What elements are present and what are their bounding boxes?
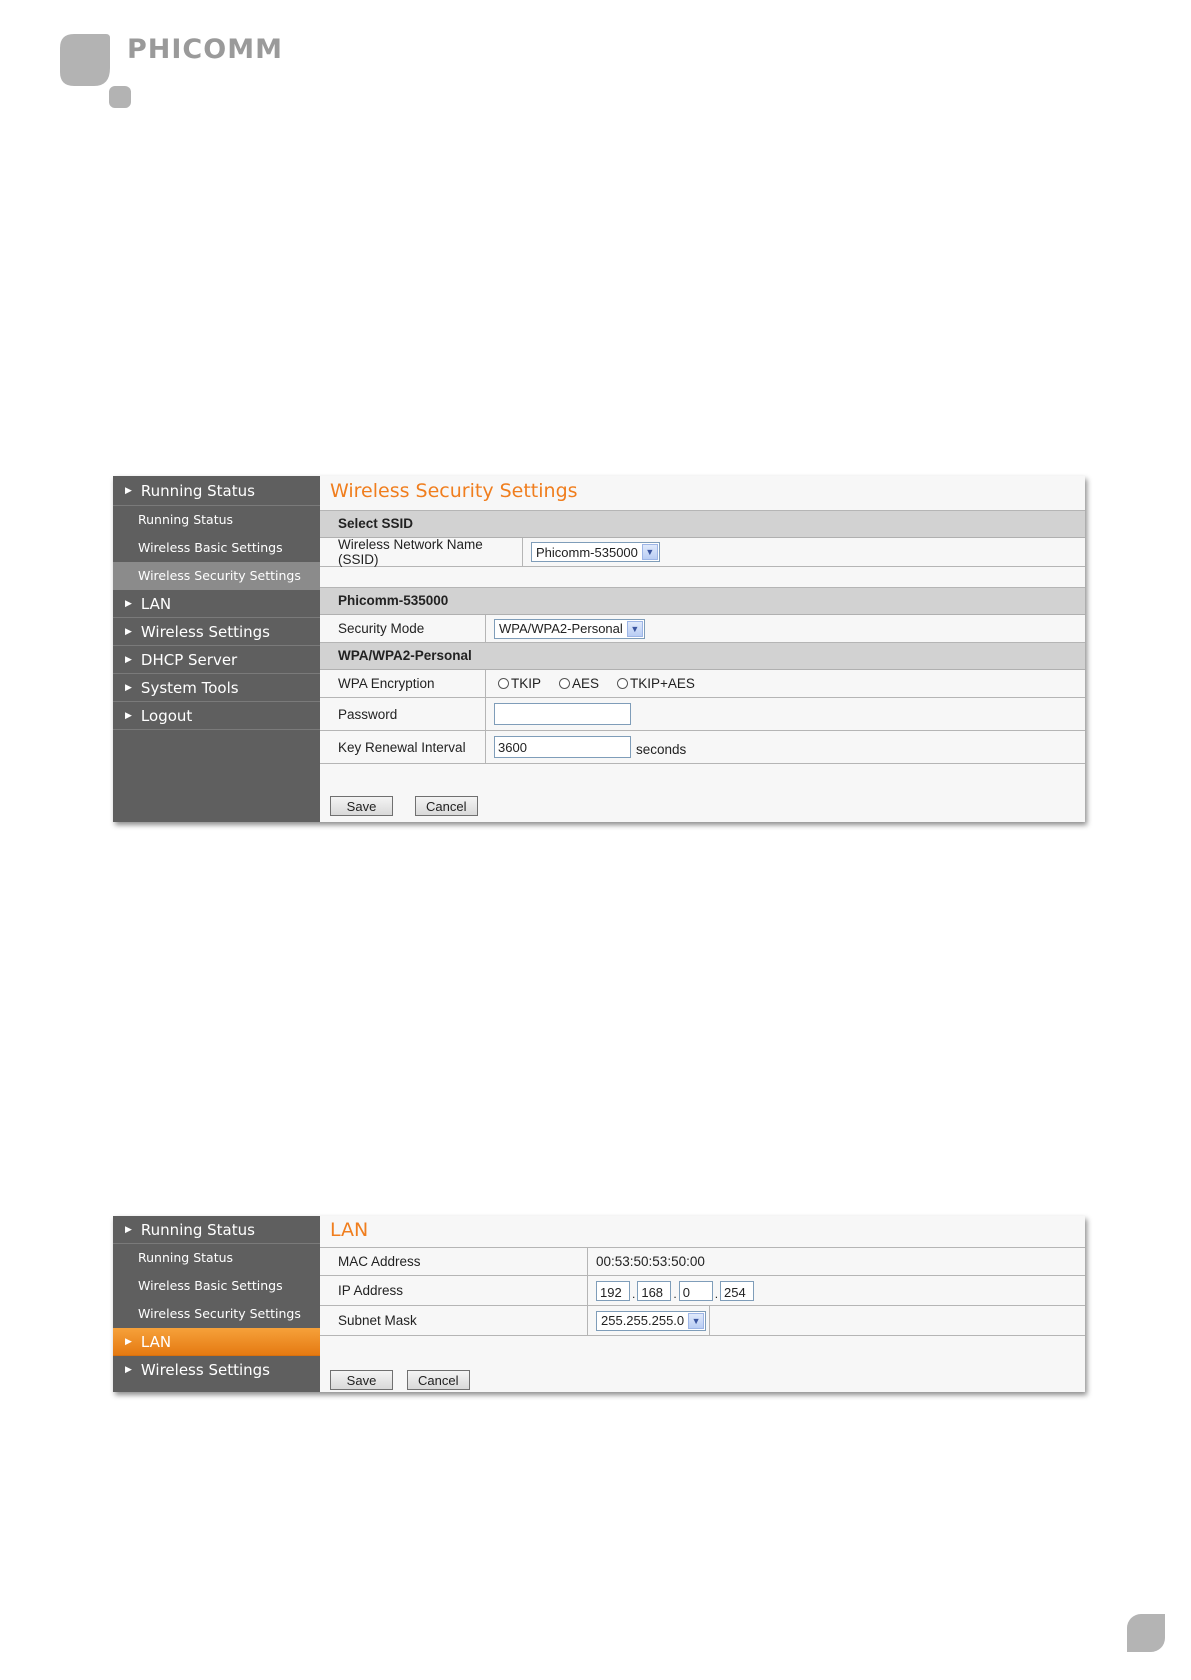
wpa-encryption-options (486, 676, 713, 691)
ip-octet-input[interactable]: 0 (679, 1281, 713, 1301)
sidebar-item-label: DHCP Server (140, 650, 238, 669)
triangle-right-icon: ▶ (125, 485, 132, 496)
form-actions (330, 796, 478, 816)
triangle-right-icon: ▶ (125, 1224, 132, 1235)
sidebar-item-label: LAN (140, 1332, 172, 1351)
subnet-mask-row (320, 1306, 1085, 1336)
radio-tkip[interactable] (498, 676, 541, 691)
form-actions (330, 1370, 470, 1390)
triangle-right-icon: ▶ (125, 1336, 132, 1347)
divider (320, 567, 1085, 588)
sidebar-item-label: System Tools (140, 678, 239, 697)
sidebar-item-wireless-settings[interactable] (113, 618, 320, 646)
ip-octet-input[interactable]: 192 (596, 1281, 630, 1301)
key-renewal-field (486, 736, 686, 758)
security-mode-row (320, 615, 1085, 643)
key-renewal-input[interactable]: 3600 (494, 736, 631, 758)
sidebar-item-logout[interactable] (113, 702, 320, 730)
ssid-select-value: Phicomm-535000 (536, 544, 638, 560)
triangle-right-icon: ▶ (125, 654, 132, 665)
mac-label: MAC Address (320, 1248, 588, 1275)
section-select-ssid: Select SSID (320, 511, 1085, 538)
key-renewal-unit: seconds (636, 741, 687, 757)
ip-separator: . (632, 1286, 636, 1301)
sidebar-item-label: Running Status (140, 1220, 255, 1239)
chevron-down-icon: ▼ (627, 621, 643, 637)
section-wpa-personal: WPA/WPA2-Personal (320, 643, 1085, 670)
chevron-down-icon: ▼ (688, 1313, 704, 1329)
section-network-name: Phicomm-535000 (320, 588, 1085, 615)
sidebar-item-wireless-settings[interactable] (113, 1356, 320, 1384)
wireless-security-screenshot (113, 476, 1085, 822)
sidebar-subitem-wireless-basic-settings[interactable]: Wireless Basic Settings (138, 540, 283, 555)
security-mode-label: Security Mode (320, 615, 486, 642)
sidebar-item-label: Wireless Settings (140, 622, 270, 641)
sidebar-subitem-wireless-basic-settings[interactable]: Wireless Basic Settings (138, 1278, 283, 1293)
cancel-button[interactable]: Cancel (415, 796, 478, 816)
mac-value: 00:53:50:53:50:00 (596, 1254, 705, 1269)
sidebar-item-label: Wireless Settings (140, 1361, 270, 1379)
sidebar-item-label: Running Status (140, 481, 255, 500)
ssid-label: Wireless Network Name (SSID) (320, 538, 523, 566)
radio-tkip-aes[interactable] (617, 676, 695, 691)
password-input[interactable] (494, 703, 631, 725)
sidebar-item-lan[interactable] (113, 590, 320, 618)
security-mode-select[interactable] (494, 619, 645, 639)
sidebar-nav (113, 1216, 320, 1392)
wpa-encryption-row (320, 670, 1085, 698)
chevron-down-icon: ▼ (642, 544, 658, 560)
ip-row (320, 1276, 1085, 1306)
main-content (320, 1216, 1085, 1392)
security-mode-value: WPA/WPA2-Personal (499, 621, 623, 636)
radio-label: TKIP (511, 676, 542, 691)
page-title: Wireless Security Settings (320, 476, 1085, 511)
ip-label: IP Address (320, 1276, 588, 1305)
radio-aes[interactable] (559, 676, 599, 691)
subnet-mask-label: Subnet Mask (320, 1306, 588, 1335)
ip-field (588, 1281, 754, 1301)
phicomm-logo-icon (60, 34, 132, 114)
triangle-right-icon: ▶ (125, 710, 132, 721)
key-renewal-label: Key Renewal Interval (320, 731, 486, 763)
ssid-field (523, 542, 660, 562)
sidebar-item-label: Logout (140, 706, 193, 725)
subnet-mask-field (588, 1306, 710, 1335)
sidebar-subitem-running-status[interactable]: Running Status (138, 512, 234, 527)
lan-settings-screenshot (113, 1216, 1085, 1392)
subnet-mask-select[interactable] (596, 1311, 706, 1331)
ssid-select[interactable] (531, 542, 660, 562)
ip-separator: . (714, 1286, 719, 1301)
sidebar-item-lan[interactable] (113, 1328, 320, 1356)
sidebar-nav (113, 476, 320, 822)
radio-label: TKIP+AES (630, 676, 695, 691)
ip-separator: . (673, 1286, 677, 1301)
main-content (320, 476, 1085, 822)
sidebar-item-dhcp-server[interactable] (113, 646, 320, 674)
sidebar-subitem-wireless-security-settings[interactable]: Wireless Security Settings (113, 562, 320, 590)
security-mode-field (486, 619, 645, 639)
cancel-button[interactable]: Cancel (407, 1370, 470, 1390)
sidebar-item-system-tools[interactable] (113, 674, 320, 702)
sidebar-item-running-status[interactable] (113, 476, 320, 506)
triangle-right-icon: ▶ (125, 682, 132, 693)
sidebar-subitem-running-status[interactable]: Running Status (138, 1250, 234, 1265)
mac-row (320, 1248, 1085, 1276)
subnet-mask-value: 255.255.255.0 (601, 1313, 685, 1328)
page-title: LAN (320, 1216, 1085, 1248)
ip-octet-input[interactable]: 254 (720, 1281, 754, 1301)
save-button[interactable]: Save (330, 1370, 393, 1390)
sidebar-subitem-wireless-security-settings[interactable]: Wireless Security Settings (138, 1306, 301, 1321)
phicomm-logo (60, 34, 320, 114)
page-corner-tab (1127, 1614, 1165, 1652)
key-renewal-row (320, 731, 1085, 764)
sidebar-item-running-status[interactable] (113, 1216, 320, 1244)
triangle-right-icon: ▶ (125, 1365, 132, 1375)
password-field (486, 703, 631, 725)
password-row (320, 698, 1085, 731)
radio-circle-icon (617, 678, 628, 689)
radio-circle-icon (559, 678, 570, 689)
ssid-row (320, 538, 1085, 567)
radio-circle-icon (498, 678, 509, 689)
wpa-encryption-label: WPA Encryption (320, 670, 486, 697)
triangle-right-icon: ▶ (125, 626, 132, 637)
brand-name: PHICOMM (127, 34, 283, 65)
save-button[interactable]: Save (330, 796, 393, 816)
ip-octet-input[interactable]: 168 (637, 1281, 671, 1301)
triangle-right-icon: ▶ (125, 598, 132, 609)
sidebar-item-label: LAN (140, 594, 172, 613)
radio-label: AES (572, 676, 600, 691)
password-label: Password (320, 698, 486, 730)
